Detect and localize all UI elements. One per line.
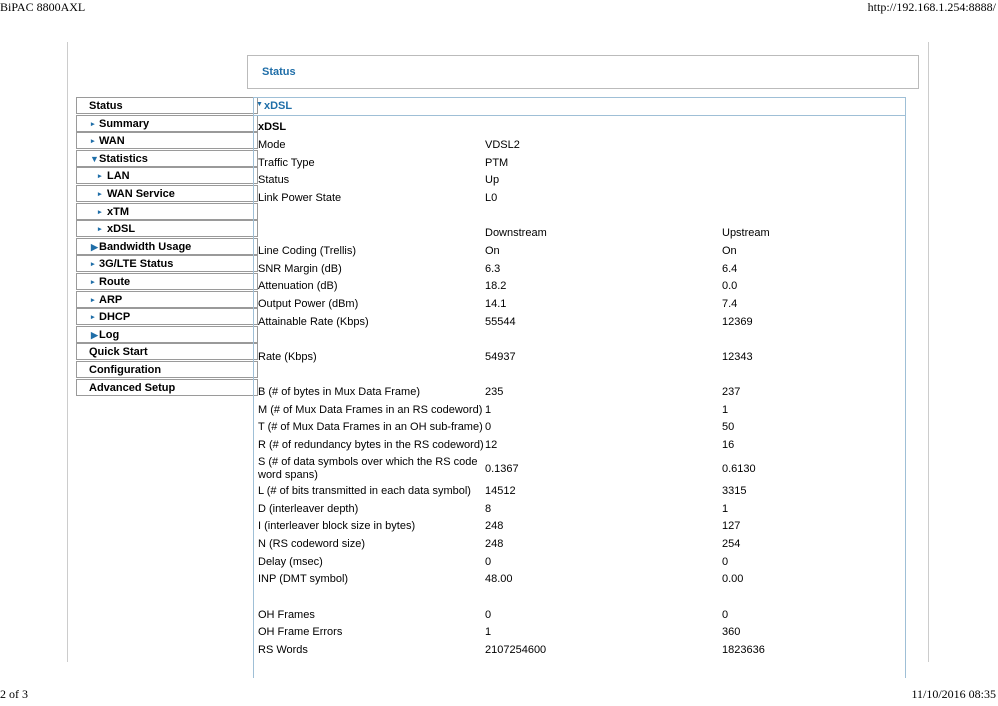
stat-upstream: 16: [722, 439, 735, 451]
stat-label: I (interleaver block size in bytes): [258, 520, 416, 532]
stat-label: B (# of bytes in Mux Data Frame): [258, 386, 420, 398]
column-header-upstream: Upstream: [722, 227, 770, 239]
sidebar-item-statistics[interactable]: [76, 150, 258, 167]
info-value: L0: [485, 192, 498, 204]
stat-upstream: 12369: [722, 316, 753, 328]
sidebar-item-label: Statistics: [99, 152, 148, 165]
stat-label: R (# of redundancy bytes in the RS codeword): [258, 439, 484, 451]
sidebar-item-log[interactable]: [76, 326, 258, 343]
stat-downstream: 55544: [485, 316, 516, 328]
xdsl-section-label: xDSL: [258, 121, 287, 133]
sidebar-item-label: Quick Start: [89, 346, 148, 359]
sidebar-item-lan[interactable]: [76, 167, 258, 184]
xdsl-panel-header[interactable]: [254, 98, 905, 116]
caret-right-icon: ▶: [91, 329, 98, 340]
xdsl-panel-title: xDSL: [264, 100, 293, 112]
arrow-right-small-icon: ▸: [91, 138, 95, 146]
page-title: Status: [262, 66, 296, 78]
arrow-right-small-icon: ▸: [98, 173, 102, 181]
stat-label: INP (DMT symbol): [258, 573, 349, 585]
sidebar-item-status[interactable]: [76, 97, 258, 114]
sidebar-item-label: WAN Service: [107, 187, 175, 200]
arrow-right-small-icon: ▸: [98, 190, 102, 198]
stat-downstream: 2107254600: [485, 644, 547, 656]
stat-upstream: 50: [722, 421, 735, 433]
stat-downstream: 0.1367: [485, 463, 519, 475]
sidebar-item-label: Log: [99, 328, 120, 341]
stat-label: Attenuation (dB): [258, 280, 338, 292]
stat-downstream: 248: [485, 520, 504, 532]
info-value: PTM: [485, 157, 509, 169]
stat-label: SNR Margin (dB): [258, 263, 342, 275]
stat-downstream: 12: [485, 439, 498, 451]
arrow-right-small-icon: ▸: [98, 208, 102, 216]
sidebar-item-xdsl[interactable]: [76, 220, 258, 237]
stat-upstream: 360: [722, 626, 741, 638]
sidebar-item-label: Bandwidth Usage: [99, 240, 192, 253]
sidebar-item-xtm[interactable]: [76, 203, 258, 220]
sidebar-nav: [76, 97, 258, 396]
stat-label: L (# of bits transmitted in each data symbol): [258, 485, 471, 497]
sidebar-item-wan[interactable]: [76, 132, 258, 149]
sidebar-item-quick-start[interactable]: [76, 343, 258, 360]
info-label: Status: [258, 174, 290, 186]
sidebar-item-wan-service[interactable]: [76, 185, 258, 202]
sidebar-item-label: Configuration: [89, 363, 162, 376]
caret-down-icon: ▼: [90, 153, 99, 164]
arrow-right-small-icon: ▸: [91, 278, 95, 286]
stat-downstream: On: [485, 245, 500, 257]
sidebar-item-label: ARP: [99, 293, 123, 306]
sidebar-item-route[interactable]: [76, 273, 258, 290]
stat-upstream: 0.0: [722, 280, 738, 292]
stat-upstream: 3315: [722, 485, 747, 497]
stat-downstream: 0: [485, 609, 492, 621]
sidebar-item-label: Status: [89, 100, 123, 112]
arrow-right-small-icon: ▸: [91, 296, 95, 304]
stat-label: S (# of data symbols over which the RS code word spans): [258, 456, 478, 481]
stat-label: Delay (msec): [258, 556, 323, 568]
caret-right-icon: ▶: [91, 241, 98, 252]
sidebar-item-summary[interactable]: [76, 115, 258, 132]
caret-down-icon: ▼: [256, 101, 263, 108]
sidebar-item-3g-lte-status[interactable]: [76, 255, 258, 272]
sidebar-item-label: 3G/LTE Status: [99, 258, 174, 271]
info-value: Up: [485, 174, 500, 186]
arrow-right-small-icon: ▸: [98, 226, 102, 234]
stat-upstream: On: [722, 245, 737, 257]
stat-downstream: 14512: [485, 485, 516, 497]
arrow-right-small-icon: ▸: [91, 314, 95, 322]
info-label: Link Power State: [258, 192, 342, 204]
stat-upstream: 0.00: [722, 573, 744, 585]
info-label: Traffic Type: [258, 157, 315, 169]
stat-label: OH Frame Errors: [258, 626, 343, 638]
stat-upstream: 0: [722, 556, 729, 568]
page-border-right: [928, 42, 929, 662]
sidebar-item-label: WAN: [99, 135, 125, 148]
stat-label: Rate (Kbps): [258, 351, 317, 363]
sidebar-item-label: DHCP: [99, 311, 131, 324]
stat-upstream: 0: [722, 609, 729, 621]
sidebar-item-dhcp[interactable]: [76, 308, 258, 325]
stat-downstream: 48.00: [485, 573, 513, 585]
print-header-title: BiPAC 8800AXL: [0, 0, 86, 14]
stat-label: OH Frames: [258, 609, 315, 621]
stat-upstream: 1: [722, 404, 729, 416]
stat-label: RS Words: [258, 644, 308, 656]
sidebar-item-advanced-setup[interactable]: [76, 379, 258, 396]
stat-label: N (RS codeword size): [258, 538, 365, 550]
column-header-downstream: Downstream: [485, 227, 547, 239]
stat-label: D (interleaver depth): [258, 503, 359, 515]
stat-upstream: 254: [722, 538, 741, 550]
sidebar-item-label: Advanced Setup: [89, 381, 176, 394]
stat-upstream: 12343: [722, 351, 753, 363]
sidebar-item-bandwidth-usage[interactable]: [76, 238, 258, 255]
stat-downstream: 0: [485, 421, 492, 433]
stat-label: Attainable Rate (Kbps): [258, 316, 369, 328]
stat-label: T (# of Mux Data Frames in an OH sub-frame): [258, 421, 483, 433]
sidebar-item-arp[interactable]: [76, 291, 258, 308]
stat-upstream: 1823636: [722, 644, 765, 656]
stat-downstream: 0: [485, 556, 492, 568]
stat-downstream: 14.1: [485, 298, 507, 310]
sidebar-item-label: Summary: [99, 117, 150, 130]
stat-upstream: 1: [722, 503, 729, 515]
stat-upstream: 0.6130: [722, 463, 756, 475]
arrow-right-small-icon: ▸: [91, 261, 95, 269]
stat-downstream: 54937: [485, 351, 516, 363]
stat-downstream: 235: [485, 386, 504, 398]
status-header-box: [247, 55, 919, 89]
print-header-url: http://192.168.1.254:8888/: [867, 0, 996, 14]
stat-upstream: 237: [722, 386, 741, 398]
stat-upstream: 7.4: [722, 298, 738, 310]
stat-upstream: 6.4: [722, 263, 738, 275]
stat-label: Output Power (dBm): [258, 298, 359, 310]
stat-downstream: 18.2: [485, 280, 507, 292]
stat-downstream: 1: [485, 626, 492, 638]
page-border-left: [67, 42, 68, 662]
sidebar-item-configuration[interactable]: [76, 361, 258, 378]
sidebar-item-label: LAN: [107, 170, 130, 183]
stat-label: M (# of Mux Data Frames in an RS codeword): [258, 404, 483, 416]
stat-downstream: 1: [485, 404, 492, 416]
sidebar-item-label: Route: [99, 275, 131, 288]
stat-downstream: 6.3: [485, 263, 501, 275]
print-footer-date: 11/10/2016 08:35: [911, 687, 996, 701]
stat-label: Line Coding (Trellis): [258, 245, 357, 257]
stat-downstream: 248: [485, 538, 504, 550]
stat-upstream: 127: [722, 520, 741, 532]
stat-downstream: 8: [485, 503, 492, 515]
arrow-right-small-icon: ▸: [91, 120, 95, 128]
info-value: VDSL2: [485, 139, 520, 151]
sidebar-item-label: xDSL: [107, 223, 136, 236]
sidebar-item-label: xTM: [107, 205, 129, 218]
print-footer-page: 2 of 3: [0, 687, 28, 701]
info-label: Mode: [258, 139, 286, 151]
